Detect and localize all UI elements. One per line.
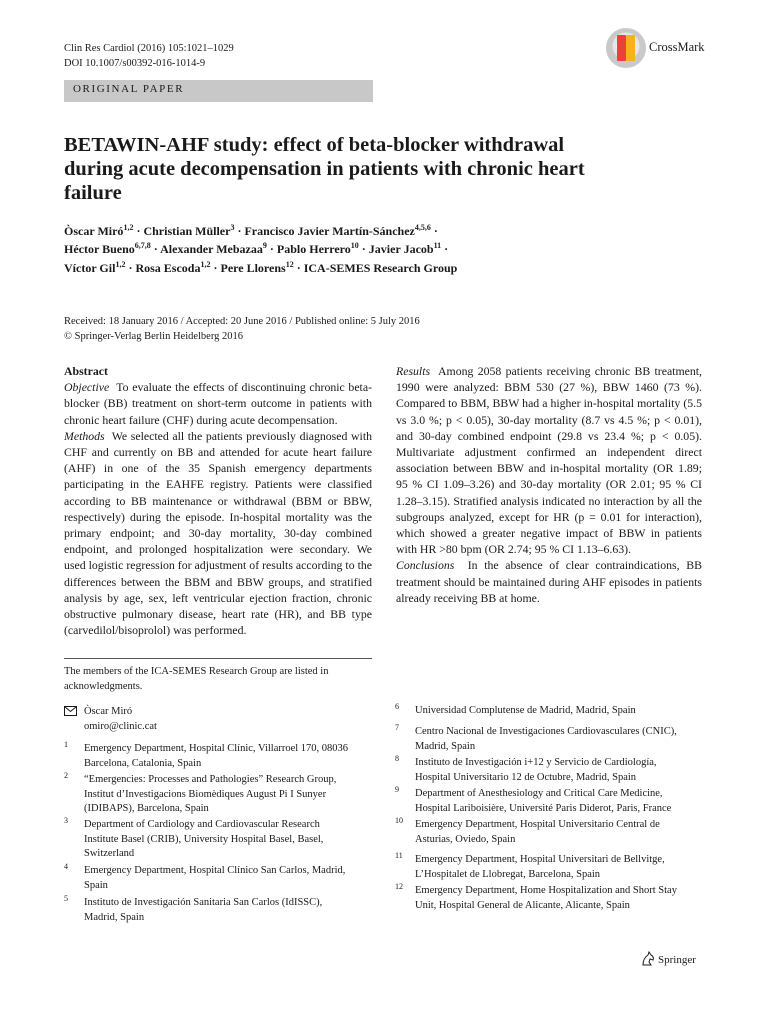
- group-footnote: The members of the ICA-SEMES Research Group are listed in acknowledgments.: [64, 666, 329, 692]
- affiliation-number: 9: [395, 785, 399, 794]
- abstract-heading: Abstract: [64, 364, 108, 378]
- author-affiliation-marker: 9: [262, 241, 267, 251]
- author-name: Víctor Gil: [64, 260, 116, 275]
- affiliation-text: “Emergencies: Processes and Pathologies” Research Group, Institut d’Investigacions Biomèdiques August Pi I Sunyer (IDIBAPS), Barcelona, Spain: [84, 774, 337, 814]
- author-name: Alexander Mebazaa: [160, 242, 263, 257]
- author-name: Francisco Javier Martín-Sánchez: [244, 224, 415, 238]
- affiliation-text: Emergency Department, Hospital Clínic, Villarroel 170, 08036 Barcelona, Catalonia, Spain: [84, 743, 349, 769]
- article-type-label: ORIGINAL PAPER: [73, 83, 185, 95]
- author-affiliation-marker: 1,2: [115, 259, 126, 269]
- copyright-line: © Springer-Verlag Berlin Heidelberg 2016: [64, 330, 244, 342]
- author-affiliation-marker: 10: [350, 241, 359, 251]
- publication-dates: [64, 315, 524, 344]
- conclusions-label: Conclusions: [396, 558, 455, 573]
- author-name: Christian Müller: [143, 224, 231, 238]
- affiliation-text: Department of Cardiology and Cardiovascular Research Institute Basel (CRIB), University Hospital Basel, Basel, Switzerland: [84, 819, 324, 859]
- affiliation-number: 4: [64, 862, 68, 871]
- crossmark-yellow-flag: [626, 35, 635, 61]
- author-name: Javier Jacob: [368, 242, 434, 257]
- springer-horse-icon: [640, 951, 656, 967]
- abstract-left-column: [64, 363, 372, 638]
- affiliation-number: 8: [395, 754, 399, 763]
- author-affiliation-marker: 1,2: [123, 223, 134, 232]
- affiliation-number: 11: [395, 851, 403, 860]
- objective-label: Objective: [64, 380, 110, 395]
- crossmark-badge[interactable]: [606, 28, 716, 72]
- objective-paragraph: [64, 379, 372, 428]
- footnote-divider: [64, 658, 372, 659]
- conclusions-paragraph: [396, 557, 702, 606]
- affiliation-text: Department of Anesthesiology and Critical Care Medicine, Hospital Lariboisière, Université Paris Diderot, Paris, France: [415, 788, 672, 814]
- author-name: Pablo Herrero: [276, 242, 351, 257]
- methods-text: We selected all the patients previously diagnosed with CHF and currently on BB and attended for acute heart failure (AHF) in one of the 35 Spanish emergency departments participating in the EAHFE registry. Patients were classified according to BB maintenance or withdrawal (BBM or BBW, respectively) during the episode. In-hospital mortality was the primary endpoint; and 30-day mortality, 30-day combined endpoint, and prolonged hospitalization were secondary. We used logistic regression for adjustment of results according to the differences between the BBM and BBW groups, and stratified analysis by age, sex, left ventricular ejection fraction, chronic obstructive pulmonary disease, heart rate (HR), and BB type (carvedilol/bisoprolol) was performed.: [64, 428, 373, 638]
- affiliation-number: 3: [64, 816, 68, 825]
- paper-title: BETAWIN-AHF study: effect of beta-blocker withdrawal during acute decompensation in patients with chronic heart failure: [64, 134, 585, 204]
- results-label: Results: [396, 364, 431, 378]
- methods-paragraph: [64, 428, 372, 639]
- author-affiliation-marker: 12: [285, 259, 294, 269]
- affiliation-text: Instituto de Investigación Sanitaria San Carlos (IdISSC), Madrid, Spain: [84, 897, 323, 923]
- affiliation-number: 1: [64, 740, 68, 749]
- author-affiliation-marker: 11: [433, 241, 442, 251]
- methods-label: Methods: [64, 428, 105, 443]
- affiliation-number: 12: [395, 882, 403, 891]
- corresponding-author-name: Òscar Miró: [84, 706, 133, 717]
- affiliation-text: Emergency Department, Hospital Universitari de Bellvitge, L’Hospitalet de Llobregat, Barcelona, Spain: [415, 854, 665, 880]
- affiliation-text: Emergency Department, Home Hospitalization and Short Stay Unit, Hospital General de Alicante, Alicante, Spain: [415, 885, 677, 911]
- results-paragraph: [396, 363, 702, 557]
- objective-text: To evaluate the effects of discontinuing chronic beta-blocker (BB) treatment on short-term outcome in patients with chronic heart failure (CHF) during acute decompensation.: [64, 380, 372, 427]
- author-affiliation-marker: 6,7,8: [134, 241, 151, 251]
- author-list: Òscar Miró$^{1,2}$ · Christian Müller$^3$ · Francisco Javier Martín-Sánchez$^{4,5,6}$ · Héctor Bueno$^{6,7,8}$ · Alexander Mebazaa$^9$ · Pablo Herrero$^{10}$ · Javier Jacob$^{11}$ · Víctor Gil$^{1,2}$ · Rosa Escoda$^{1,2}$ · Pere Llorens$^{12}$ · ICA-SEMES Research Group: [64, 223, 458, 275]
- journal-citation: Clin Res Cardiol (2016) 105:1021–1029: [64, 43, 234, 54]
- affiliation-text: Universidad Complutense de Madrid, Madrid, Spain: [415, 705, 636, 716]
- author-name: Héctor Bueno: [64, 242, 135, 257]
- affiliation-number: 7: [395, 723, 399, 732]
- journal-header: [64, 41, 234, 71]
- affiliation-number: 10: [395, 816, 403, 825]
- affiliation-text: Emergency Department, Hospital Universitario Central de Asturias, Oviedo, Spain: [415, 819, 660, 845]
- conclusions-text: In the absence of clear contraindications, BB treatment should be maintained during AHF episodes in patients already receiving BB at home.: [396, 558, 702, 605]
- crossmark-red-flag: [617, 35, 626, 61]
- dates-line: Received: 18 January 2016 / Accepted: 20 June 2016 / Published online: 5 July 2016: [64, 316, 420, 327]
- abstract-right-column: [396, 363, 702, 606]
- affiliation-number: 2: [64, 771, 68, 780]
- springer-label: Springer: [658, 954, 696, 966]
- article-type-banner: [64, 80, 373, 102]
- author-name: Pere Llorens: [220, 260, 286, 275]
- author-name: ICA-SEMES Research Group: [303, 260, 458, 275]
- crossmark-label: CrossMark: [649, 40, 705, 54]
- results-text: Among 2058 patients receiving chronic BB treatment, 1990 were analyzed: BBM 530 (27 %), BBW 1460 (73 %). Compared to BBM, BBW had a higher in-hospital mortality (5.5 vs 3.0 %; p < 0.05), 30-day mortality (8.7 vs 4.5 %; p < 0.01), and 30-day combined endpoint (29.8 vs 23.4 %; p < 0.05). Multivariate adjustment confirmed an independent direct association between BBW and in-hospital mortality (OR 1.89; 95 % CI 1.09–3.26) and 30-day mortality (OR 2.01; 95 % CI 1.28–3.15). Stratified analysis indicated no interaction by all the subgroups analyzed, except for HR (p = 0.01 for interaction), which showed a greater negative impact of BBW in patients with HR >80 bpm (OR 2.74; 95 % CI 1.13–6.63).: [396, 364, 702, 557]
- affiliation-number: 6: [395, 702, 399, 711]
- doi[interactable]: DOI 10.1007/s00392-016-1014-9: [64, 58, 206, 69]
- affiliation-text: Instituto de Investigación i+12 y Servicio de Cardiología, Hospital Universitario 12 de Octubre, Madrid, Spain: [415, 757, 657, 783]
- author-affiliation-marker: 1,2: [200, 259, 211, 269]
- author-name: Rosa Escoda: [135, 260, 201, 275]
- affiliation-number: 5: [64, 894, 68, 903]
- author-affiliation-marker: 4,5,6: [414, 223, 431, 232]
- affiliation-text: Emergency Department, Hospital Clínico San Carlos, Madrid, Spain: [84, 865, 346, 891]
- corresponding-author-email[interactable]: omiro@clinic.cat: [84, 720, 157, 732]
- envelope-icon: [64, 706, 77, 716]
- author-affiliation-marker: 3: [230, 223, 235, 232]
- author-name: Òscar Miró: [64, 224, 124, 238]
- affiliation-text: Centro Nacional de Investigaciones Cardiovasculares (CNIC), Madrid, Spain: [415, 726, 677, 752]
